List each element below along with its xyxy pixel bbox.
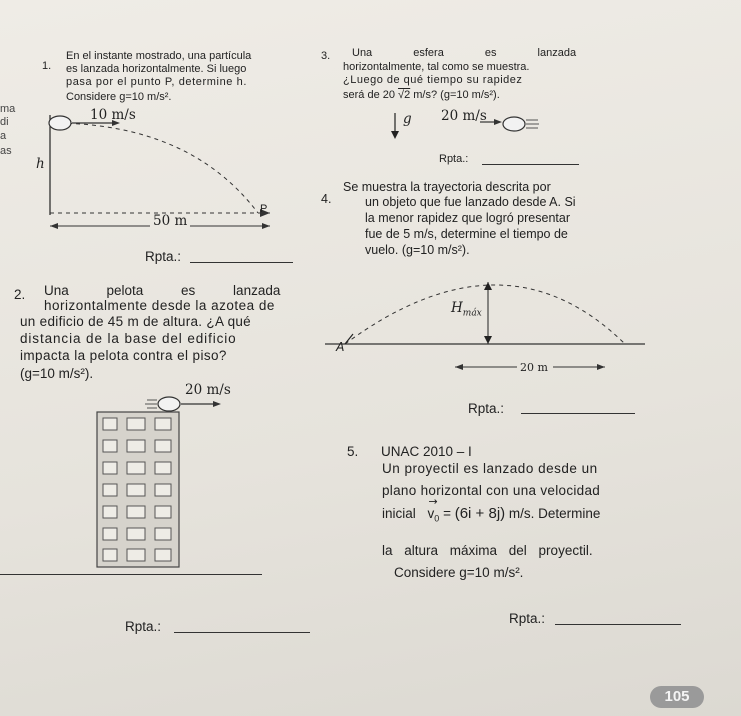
problem-2-number: 2. — [14, 287, 26, 302]
hmax-h: H — [451, 300, 463, 316]
vector-sub: 0 — [434, 513, 440, 524]
problem-3-text: ¿Luego de qué tiempo su rapidez — [343, 74, 523, 86]
problem-3-text: será de 20 — [343, 89, 395, 101]
equals-sign: = — [443, 506, 451, 521]
page-number: 105 — [650, 686, 704, 708]
problem-4-distance-label: 20 m — [520, 361, 548, 374]
problem-2-building-diagram — [95, 394, 295, 584]
problem-3-answer-label: Rpta.: — [439, 153, 469, 165]
problem-3-text-line4 — [343, 89, 500, 101]
problem-1-text: Considere g=10 m/s². — [66, 91, 172, 103]
problem-5-number: 5. — [347, 444, 359, 459]
problem-2-text: un edificio de 45 m de altura. ¿A qué — [20, 314, 251, 329]
problem-1-answer-label: Rpta.: — [145, 249, 182, 264]
hmax-sub: máx — [462, 308, 482, 319]
ground-line — [0, 574, 262, 575]
vector-v0 — [427, 495, 440, 524]
problem-5-text: la altura máxima del proyectil. — [382, 543, 593, 558]
problem-4-text: un objeto que fue lanzado desde A. Si — [365, 195, 576, 209]
problem-2-text: horizontalmente desde la azotea de — [44, 298, 275, 313]
problem-1-text: En el instante mostrado, una partícula — [66, 50, 252, 62]
problem-4-hmax-label — [451, 302, 482, 319]
problem-3-text: horizontalmente, tal como se muestra. — [343, 61, 530, 73]
problem-4-text: la menor rapidez que logró presentar — [365, 211, 570, 225]
velocity-expression: (6i + 8j) — [454, 505, 506, 522]
problem-5-answer-label: Rpta.: — [509, 611, 546, 626]
vector-v: v — [427, 506, 435, 521]
margin-fragment: a — [0, 130, 7, 142]
problem-3-answer-line — [482, 164, 579, 165]
problem-2-text: impacta la pelota contra el piso? — [20, 348, 227, 363]
problem-4-answer-label: Rpta.: — [468, 401, 505, 416]
problem-2-text: (g=10 m/s²). — [20, 366, 94, 381]
problem-2-answer-line — [174, 632, 310, 633]
margin-fragment: as — [0, 145, 12, 157]
problem-4-trajectory-diagram — [325, 268, 645, 378]
problem-4-text: vuelo. (g=10 m/s²). — [365, 243, 470, 257]
problem-3-speed-label: 20 m/s — [441, 108, 487, 124]
problem-1-answer-line — [190, 262, 293, 263]
problem-3-text: m/s? (g=10 m/s²). — [413, 89, 500, 101]
problem-1-p-label: P — [260, 203, 268, 215]
problem-3-g-label: g — [403, 111, 412, 127]
problem-5-text: m/s. Determine — [508, 506, 601, 521]
problem-5-text: inicial — [382, 506, 416, 521]
problem-4-text: fue de 5 m/s, determine el tiempo de — [365, 227, 568, 241]
vector-arrow-icon: → — [428, 495, 438, 508]
problem-4-answer-line — [521, 413, 635, 414]
problem-1-text: pasa por el punto P, determine h. — [66, 76, 248, 88]
problem-2-answer-label: Rpta.: — [125, 619, 162, 634]
sqrt-two: √2 — [398, 89, 411, 101]
problem-5-answer-line — [555, 624, 681, 625]
problem-2-text: Una pelota es lanzada — [44, 283, 281, 298]
problem-5-text: Considere g=10 m/s². — [394, 565, 524, 580]
problem-5-text: plano horizontal con una velocidad — [382, 483, 601, 498]
margin-fragment: ma — [0, 103, 16, 115]
problem-1-text: es lanzada horizontalmente. Si luego — [66, 63, 247, 75]
problem-3-text: Una esfera es lanzada — [352, 47, 577, 59]
problem-5-text: Un proyectil es lanzado desde un — [382, 461, 598, 476]
problem-1-distance-label: 50 m — [150, 215, 190, 229]
problem-1-number: 1. — [42, 60, 52, 72]
problem-5-velocity-line — [382, 495, 601, 524]
problem-1-speed-label: 10 m/s — [90, 107, 136, 123]
problem-2-speed-label: 20 m/s — [185, 382, 231, 398]
problem-4-text: Se muestra la trayectoria descrita por — [343, 180, 551, 194]
problem-1-h-label: h — [36, 156, 45, 172]
problem-3-number: 3. — [321, 50, 331, 62]
problem-2-text: distancia de la base del edificio — [20, 331, 237, 346]
problem-4-a-label: A — [336, 340, 345, 354]
problem-5-title: UNAC 2010 – I — [381, 444, 472, 459]
margin-fragment: di — [0, 116, 9, 128]
problem-4-number: 4. — [321, 192, 332, 206]
